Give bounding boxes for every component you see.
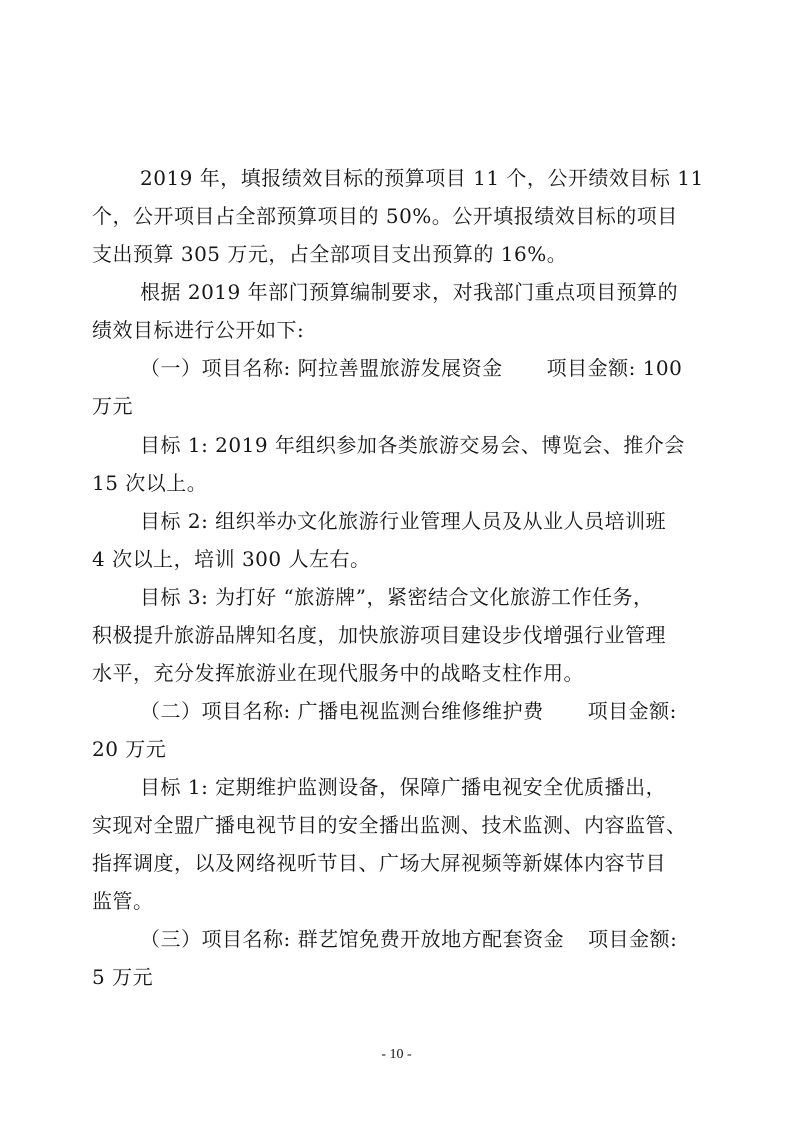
project-amount: 项目金额: [587,699,677,723]
paragraph-line: 水平，充分发挥旅游业在现代服务中的战略支柱作用。 [92,661,584,685]
paragraph-line: 积极提升旅游品牌知名度，加快旅游项目建设步伐增强行业管理 [92,623,666,647]
project-amount: 项目金额: [588,927,678,951]
project-name: （一）项目名称: 阿拉善盟旅游发展资金 [140,356,503,380]
paragraph-line: 根据 2019 年部门预算编制要求，对我部门重点项目预算的 [140,280,679,304]
project-amount: 项目金额: 100 [546,356,683,380]
paragraph-line: 20 万元 [92,737,167,761]
paragraph-line: 个，公开项目占全部预算项目的 50%。公开填报绩效目标的项目 [92,204,678,228]
paragraph-line: 万元 [92,394,133,418]
paragraph-line: 绩效目标进行公开如下: [92,318,305,342]
paragraph-line: 指挥调度，以及网络视听节目、广场大屏视频等新媒体内容节目 [92,851,666,875]
paragraph-line: 目标 2: 组织举办文化旅游行业管理人员及从业人员培训班 [140,509,667,533]
project-name: （三）项目名称: 群艺馆免费开放地方配套资金 [140,927,565,951]
page-number: - 10 - [381,1047,412,1062]
paragraph-line: 5 万元 [92,965,154,989]
paragraph-line: 目标 3: 为打好 “旅游牌”，紧密结合文化旅游工作任务， [140,585,654,609]
paragraph-line: 目标 1: 2019 年组织参加各类旅游交易会、博览会、推介会 [140,433,685,457]
project-heading-1 [140,355,682,381]
paragraph-line: 2019 年，填报绩效目标的预算项目 11 个，公开绩效目标 11 [140,166,704,190]
project-name: （二）项目名称: 广播电视监测台维修维护费 [140,699,544,723]
paragraph-line: 目标 1: 定期维护监测设备，保障广播电视安全优质播出， [140,775,667,799]
paragraph-line: 支出预算 305 万元，占全部项目支出预算的 16%。 [92,242,568,266]
paragraph-line: 监管。 [92,889,154,913]
project-heading-3 [140,926,677,952]
paragraph-line: 实现对全盟广播电视节目的安全播出监测、技术监测、内容监管、 [92,813,687,837]
project-heading-2 [140,698,677,724]
paragraph-line: 15 次以上。 [92,471,208,495]
paragraph-line: 4 次以上，培训 300 人左右。 [92,547,371,571]
